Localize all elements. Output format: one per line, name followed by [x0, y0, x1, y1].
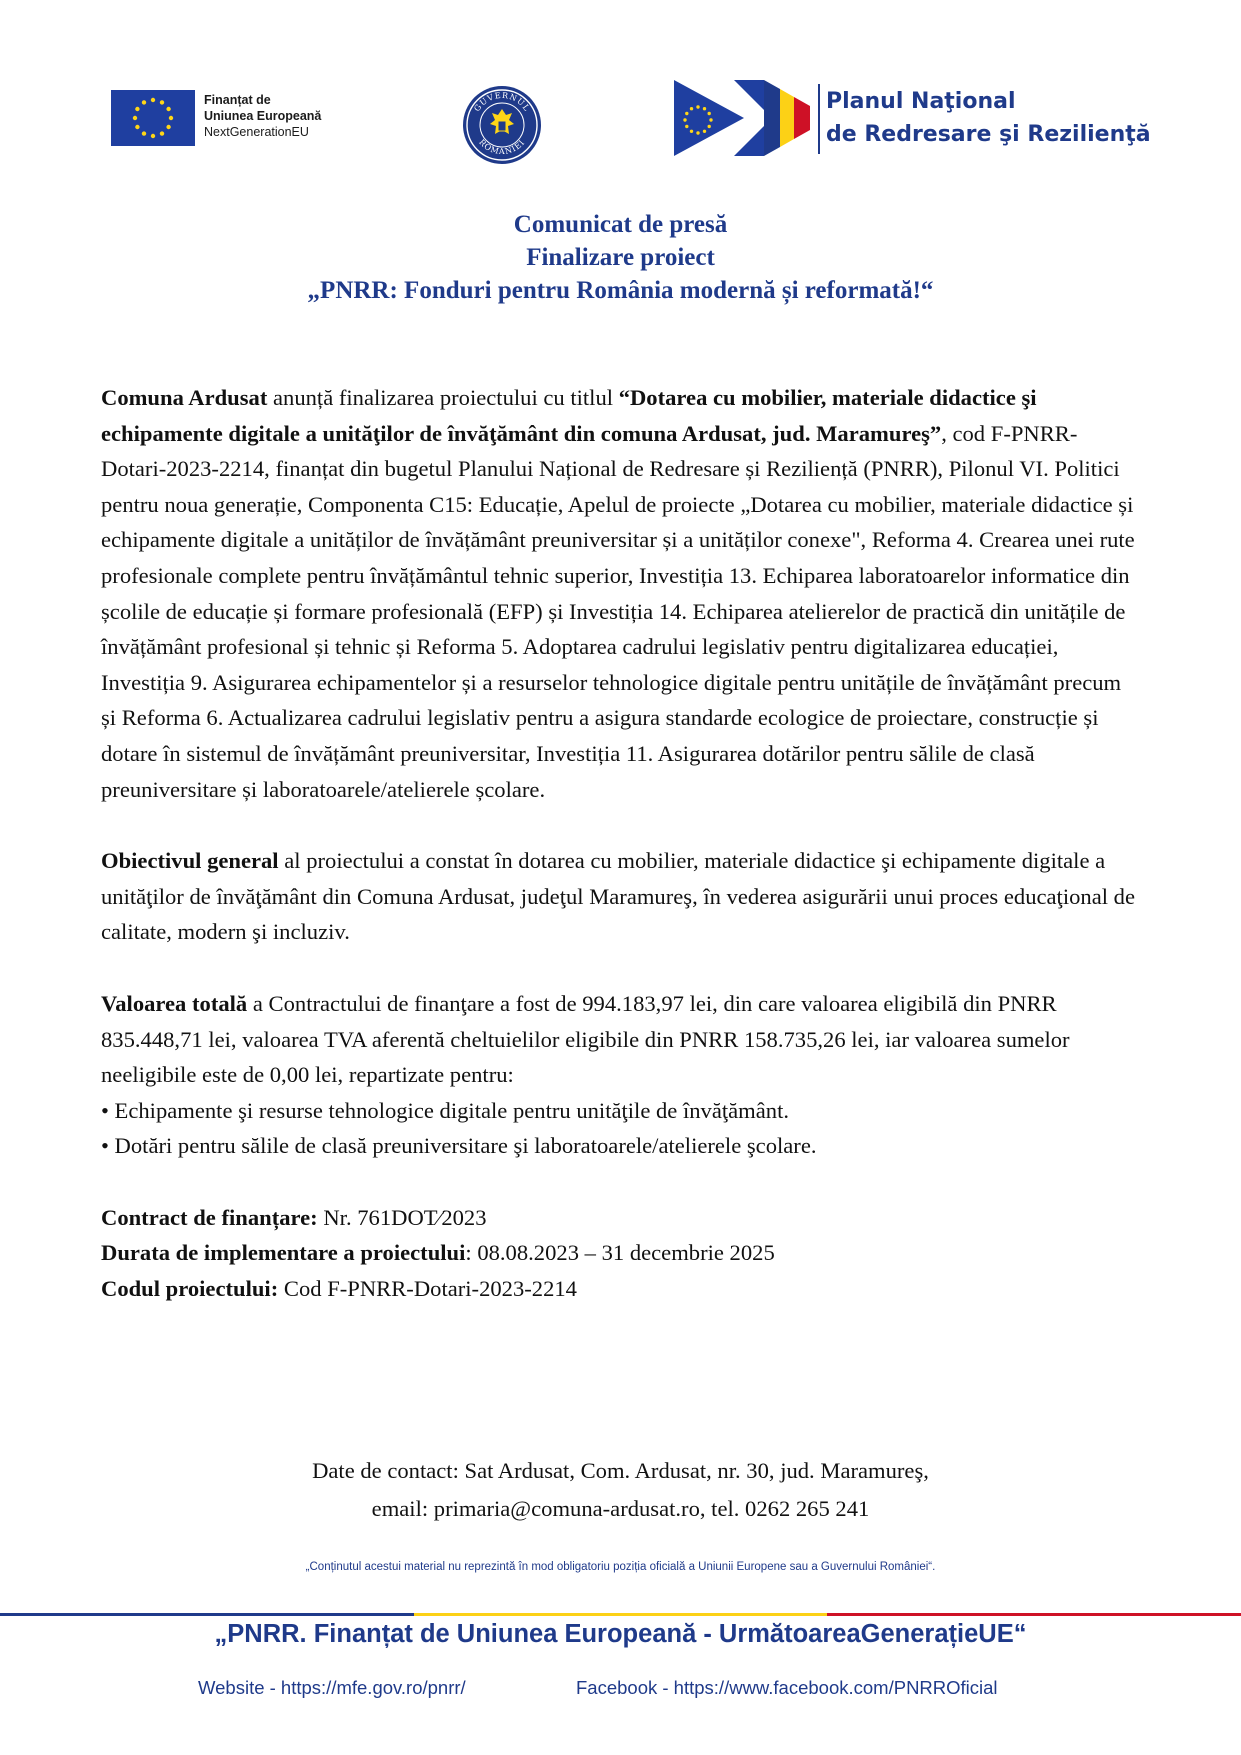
- footer-slogan: „PNRR. Finanțat de Uniunea Europeană - UrmătoareaGenerațieUE“: [214, 1620, 1027, 1648]
- press-release-titles: [0, 208, 1241, 307]
- eu-funding-line3: NextGenerationEU: [204, 125, 309, 139]
- eu-funding-label: [204, 92, 321, 140]
- project-code-label: Codul proiectului:: [101, 1276, 279, 1302]
- objective-label: Obiectivul general: [101, 848, 279, 874]
- eu-funding-line2: Uniunea Europeană: [204, 109, 322, 123]
- website-link[interactable]: Website - https://mfe.gov.ro/pnrr/: [198, 1677, 466, 1698]
- program-slogan-heading: „PNRR: Fonduri pentru România modernă și reformată!“: [307, 277, 934, 304]
- contact-details: [0, 1452, 1241, 1528]
- government-seal-icon: [461, 84, 543, 166]
- page-header: [0, 0, 1241, 180]
- project-code-value: Cod F-PNRR-Dotari-2023-2214: [278, 1276, 577, 1302]
- value-paragraph: [101, 986, 1141, 1093]
- list-item: • Dotări pentru sălile de clasă preuniversitare şi laboratoarele/atelierele şcolare.: [101, 1133, 817, 1159]
- pnrr-title: [826, 85, 1151, 151]
- duration-label: Durata de implementare a proiectului: [101, 1240, 466, 1266]
- objective-paragraph: [101, 843, 1141, 950]
- list-item: • Echipamente şi resurse tehnologice digitale pentru unităţile de învăţământ.: [101, 1097, 790, 1123]
- eu-flag-icon: [111, 90, 195, 146]
- pnrr-divider: [818, 84, 820, 154]
- pnrr-title-line2: de Redresare şi Rezilienţă: [826, 122, 1151, 147]
- value-text: a Contractului de finanţare a fost de 994.183,97 lei, din care valoarea eligibilă din PNRR 835.448,71 lei, valoarea TVA aferentă cheltuielilor eligibile din PNRR 158.735,26 lei, iar valoarea sumelor neeligibile este de 0,00 lei, repartizate pentru:: [101, 990, 1070, 1088]
- contract-label: Contract de finanțare:: [101, 1204, 318, 1230]
- gov-seal-top-text: GUVERNUL: [472, 90, 532, 114]
- duration-value: : 08.08.2023 – 31 decembrie 2025: [465, 1240, 775, 1266]
- intro-text-a: anunță finalizarea proiectului cu titlul: [267, 385, 619, 410]
- contract-value: Nr. 761DOT⁄2023: [317, 1204, 487, 1230]
- project-title: “Dotarea cu mobilier, materiale didactice şi echipamente digitale a unităţilor de învăţământ din comuna Ardusat, jud. Maramureş”: [101, 385, 1037, 446]
- beneficiary-name: Comuna Ardusat: [101, 385, 268, 410]
- eu-funding-line1: Finanțat de: [204, 93, 271, 107]
- contact-email-phone: email: primaria@comuna-ardusat.ro, tel. 0262 265 241: [371, 1496, 870, 1521]
- value-label: Valoarea totală: [101, 990, 248, 1016]
- contact-address: Date de contact: Sat Ardusat, Com. Ardusat, nr. 30, jud. Maramureş,: [312, 1458, 929, 1483]
- gov-seal-bottom-text: ROMÂNIEI: [477, 137, 527, 157]
- pnrr-logo-icon: [674, 80, 810, 156]
- project-status-heading: Finalizare proiect: [526, 244, 715, 271]
- disclaimer-text: „Conținutul acestui material nu reprezintă în mod obligatoriu poziția oficială a Uniunii Europene sau a Guvernului României“.: [305, 1561, 936, 1573]
- facebook-link[interactable]: Facebook - https://www.facebook.com/PNRROficial: [576, 1677, 998, 1698]
- duration-line: [101, 1235, 1141, 1271]
- contract-line: [101, 1200, 1141, 1236]
- press-release-heading: Comunicat de presă: [513, 211, 728, 238]
- footer-divider: [0, 1613, 1241, 1616]
- pnrr-title-line1: Planul Naţional: [826, 89, 1016, 114]
- footer-links: [198, 1677, 1098, 1699]
- intro-paragraph: [101, 380, 1141, 807]
- intro-text-b: , cod F-PNRR-Dotari-2023-2214, finanțat din bugetul Planului Național de Redresare și Reziliență (PNRR), Pilonul VI. Politici pentru noua generație, Componenta C15: Educație, Apelul de proiecte „Dotarea cu mobilier, materiale didactice și echipamente digitale a unităților de învățământ preuniversitar și a unităților conexe", Reforma 4. Crearea unei rute profesionale complete pentru învățământul tehnic superior, Investiția 13. Echiparea laboratoarelor informatice din școlile de educație și formare profesională (EFP) și Investiția 14. Echiparea atelierelor de practică din unitățile de învățământ profesional și tehnic și Reforma 5. Adoptarea cadrului legislativ pentru digitalizarea educației, Investiția 9. Asigurarea echipamentelor și a resurselor tehnologice digitale pentru unitățile de învățământ precum și Reforma 6. Actualizarea cadrului legislativ pentru a asigura standarde ecologice de proiectare, construcție și dotare în sistemul de învățământ preuniversitar, Investiția 11. Asigurarea dotărilor pentru sălile de clasă preuniversitare și laboratoarele/atelierele școlare.: [101, 420, 1135, 802]
- objective-text: al proiectului a constat în dotarea cu mobilier, materiale didactice şi echipamente digitale a unităţilor de învăţământ din Comuna Ardusat, judeţul Maramureş, în vederea asigurării unui proces educaţional de calitate, modern şi incluziv.: [101, 848, 1135, 945]
- press-release-body: [101, 380, 1141, 1307]
- project-code-line: [101, 1271, 1141, 1307]
